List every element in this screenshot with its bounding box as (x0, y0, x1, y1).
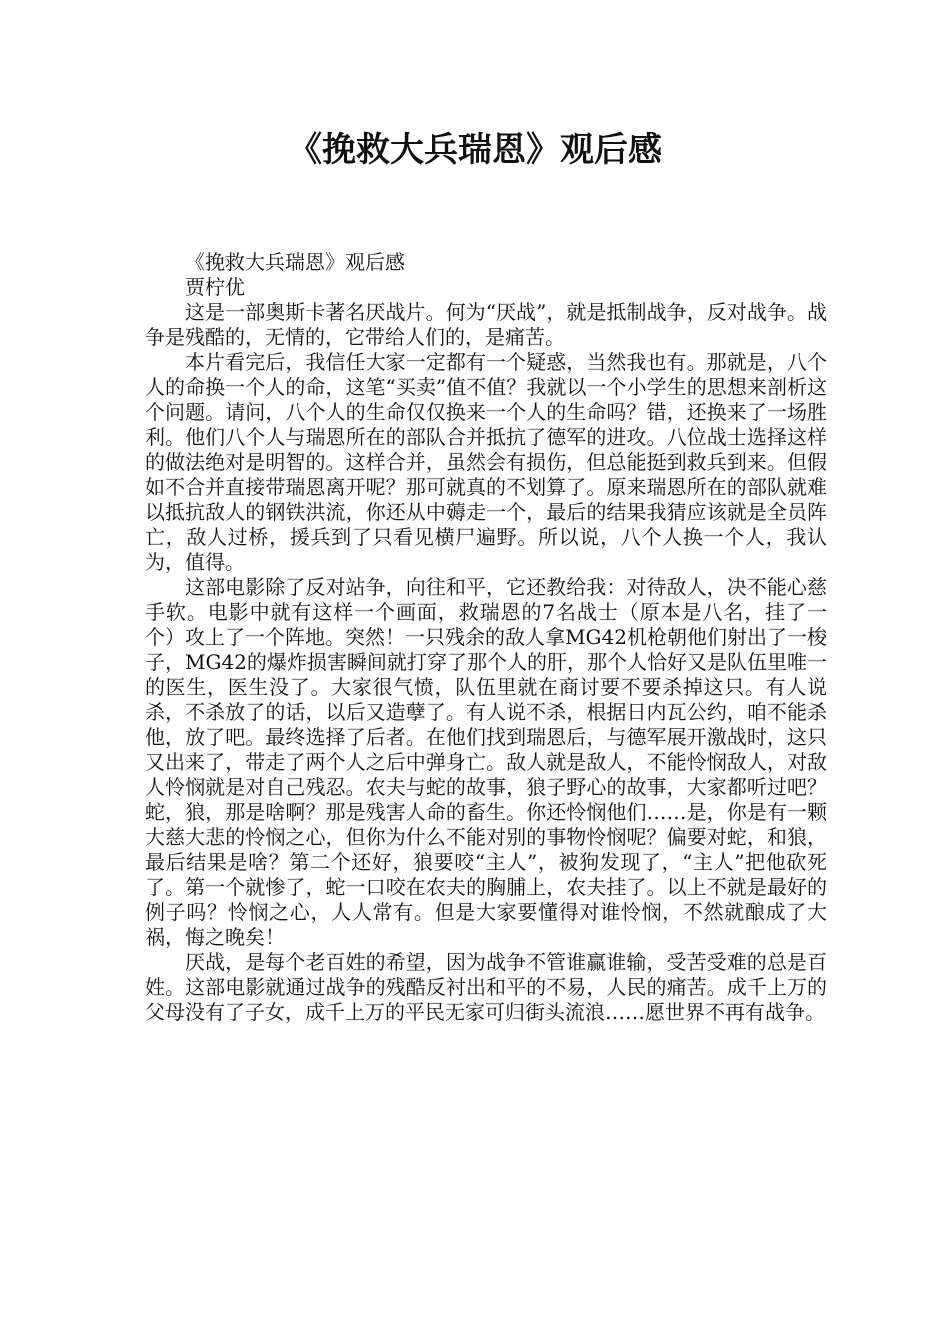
document-body (145, 250, 827, 1025)
paragraph-1: 这是一部奥斯卡著名厌战片。何为“厌战”，就是抵制战争，反对战争。战争是残酷的，无情的，它带给人们的，是痛苦。 (145, 300, 827, 349)
essay-subtitle: 《挽救大兵瑞恩》观后感 (185, 250, 405, 274)
paragraph-4: 厌战，是每个老百姓的希望，因为战争不管谁赢谁输，受苦受难的总是百姓。这部电影就通过战争的残酷反衬出和平的不易，人民的痛苦。成千上万的父母没有了子女，成千上万的平民无家可归街头流浪……愿世界不再有战争。 (145, 950, 827, 1024)
paragraph-3: 这部电影除了反对站争，向往和平，它还教给我：对待敌人，决不能心慈手软。电影中就有这样一个画面，救瑞恩的7名战士（原本是八名，挂了一个）攻上了一个阵地。突然！一只残余的敌人拿MG42机枪朝他们射出了一梭子，MG42的爆炸损害瞬间就打穿了那个人的肝，那个人恰好又是队伍里唯一的医生，医生没了。大家很气愤，队伍里就在商讨要不要杀掉这只。有人说杀，不杀放了的话，以后又造孽了。有人说不杀，根据日内瓦公约，咱不能杀他，放了吧。最终选择了后者。在他们找到瑞恩后，与德军展开激战时，这只又出来了，带走了两个人之后中弹身亡。敌人就是敌人，不能怜悯敌人，对敌人怜悯就是对自己残忍。农夫与蛇的故事，狼子野心的故事，大家都听过吧？蛇，狼，那是啥啊？那是残害人命的畜生。你还怜悯他们……是，你是有一颗大慈大悲的怜悯之心，但你为什么不能对别的事物怜悯呢？偏要对蛇，和狼，最后结果是啥？第二个还好，狼要咬“主人”，被狗发现了，“主人”把他砍死了。第一个就惨了，蛇一口咬在农夫的胸脯上，农夫挂了。以上不就是最好的例子吗？怜悯之心，人人常有。但是大家要懂得对谁怜悯，不然就酿成了大祸，悔之晚矣！ (145, 575, 827, 949)
author-name: 贾柠优 (185, 275, 245, 299)
document-title: 《挽救大兵瑞恩》观后感 (288, 130, 662, 170)
paragraph-2: 本片看完后，我信任大家一定都有一个疑惑，当然我也有。那就是，八个人的命换一个人的命，这笔“买卖”值不值？我就以一个小学生的思想来剖析这个问题。请问，八个人的生命仅仅换来一个人的生命吗？错，还换来了一场胜利。他们八个人与瑞恩所在的部队合并抵抗了德军的进攻。八位战士选择这样的做法绝对是明智的。这样合并，虽然会有损伤，但总能挺到救兵到来。但假如不合并直接带瑞恩离开呢？那可就真的不划算了。原来瑞恩所在的部队就难以抵抗敌人的钢铁洪流，你还从中薅走一个，最后的结果我猜应该就是全员阵亡，敌人过桥，援兵到了只看见横尸遍野。所以说，八个人换一个人，我认为，值得。 (145, 350, 827, 574)
